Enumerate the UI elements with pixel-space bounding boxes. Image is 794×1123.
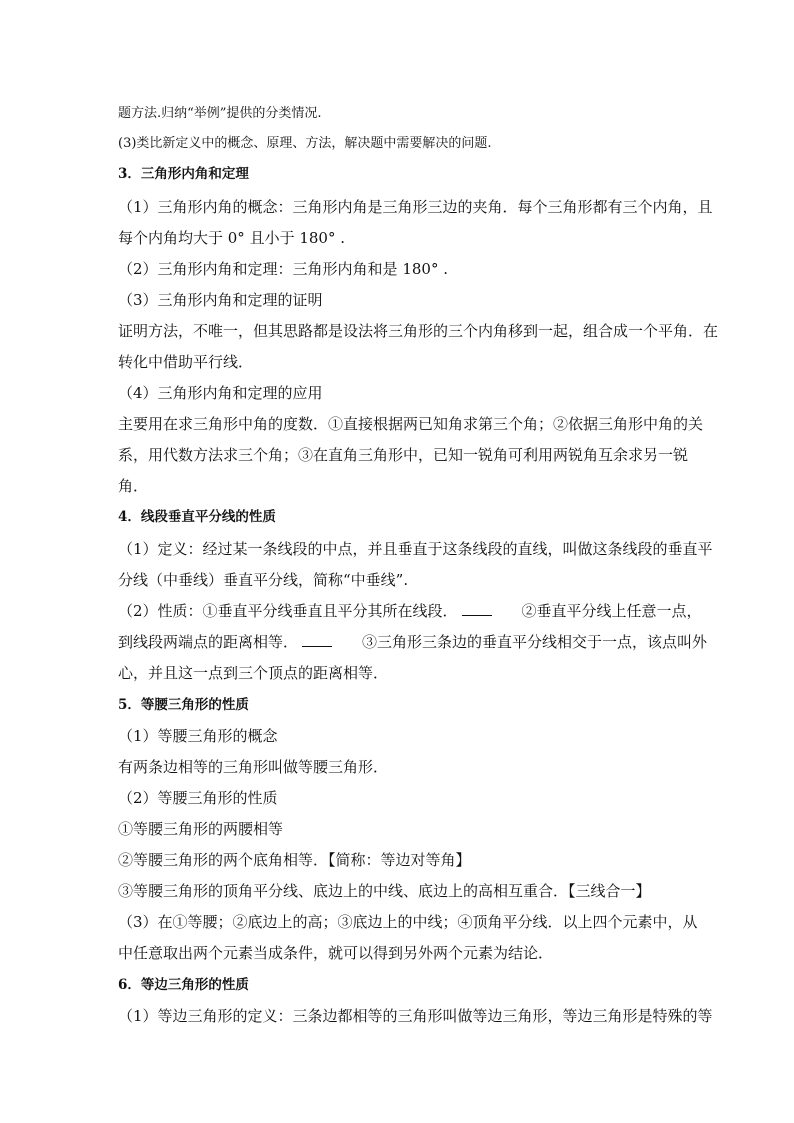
text-segment: 到线段两端点的距离相等．: [118, 633, 299, 651]
text-line: [118, 600, 702, 622]
text-line: 转化中借助平行线．: [118, 353, 254, 371]
text-line: （2）等腰三角形的性质: [118, 789, 278, 807]
text-line: 题方法.归纳“举例”提供的分类情况.: [118, 106, 322, 121]
text-line: (3)类比新定义中的概念、原理、方法，解决题中需要解决的问题.: [118, 136, 492, 151]
section-heading-5: 5．等腰三角形的性质: [118, 697, 249, 713]
blank-underline: [462, 601, 492, 616]
section-heading-4: 4．线段垂直平分线的性质: [118, 509, 276, 525]
text-line: （1）等边三角形的定义：三条边都相等的三角形叫做等边三角形，等边三角形是特殊的等: [118, 1007, 713, 1025]
text-line: 心，并且这一点到三个顶点的距离相等．: [118, 664, 389, 682]
text-line: （2）三角形内角和定理：三角形内角和是 180° .: [118, 260, 448, 278]
text-line: （4）三角形内角和定理的应用: [118, 384, 323, 402]
text-line: 有两条边相等的三角形叫做等腰三角形．: [118, 758, 389, 776]
text-line: （1）定义：经过某一条线段的中点，并且垂直于这条线段的直线，叫做这条线段的垂直平: [118, 540, 713, 558]
text-segment: ②垂直平分线上任意一点，: [521, 602, 702, 620]
text-line: ②等腰三角形的两个底角相等．【简称：等边对等角】: [118, 851, 471, 869]
section-heading-6: 6．等边三角形的性质: [118, 977, 249, 993]
text-line: ③等腰三角形的顶角平分线、底边上的中线、底边上的高相互重合．【三线合一】: [118, 882, 651, 900]
text-segment: （2）性质：①垂直平分线垂直且平分其所在线段．: [118, 602, 458, 620]
text-line: 主要用在求三角形中角的度数．①直接根据两已知角求第三个角；②依据三角形中角的关: [118, 415, 704, 433]
text-segment: ③三角形三条边的垂直平分线相交于一点，该点叫外: [362, 633, 708, 651]
text-line: （3）在①等腰；②底边上的高；③底边上的中线；④顶角平分线．以上四个元素中，从: [118, 913, 698, 931]
text-line: 系，用代数方法求三个角；③在直角三角形中，已知一锐角可利用两锐角互余求另一锐: [118, 446, 689, 464]
text-line: （3）三角形内角和定理的证明: [118, 291, 323, 309]
text-line: 每个内角均大于 0° 且小于 180° .: [118, 229, 346, 247]
text-line: [118, 631, 708, 653]
text-line: 中任意取出两个元素当成条件，就可以得到另外两个元素为结论．: [118, 944, 554, 962]
text-line: 角．: [118, 477, 149, 495]
text-line: （1）三角形内角的概念：三角形内角是三角形三边的夹角．每个三角形都有三个内角，且: [118, 198, 713, 216]
blank-underline: [302, 632, 332, 647]
text-line: 分线（中垂线）垂直平分线，简称“中垂线”.: [118, 571, 409, 589]
text-line: ①等腰三角形的两腰相等: [118, 820, 284, 838]
section-heading-3: 3．三角形内角和定理: [118, 166, 249, 182]
text-line: （1）等腰三角形的概念: [118, 727, 278, 745]
text-line: 证明方法，不唯一，但其思路都是设法将三角形的三个内角移到一起，组合成一个平角．在: [118, 322, 719, 340]
